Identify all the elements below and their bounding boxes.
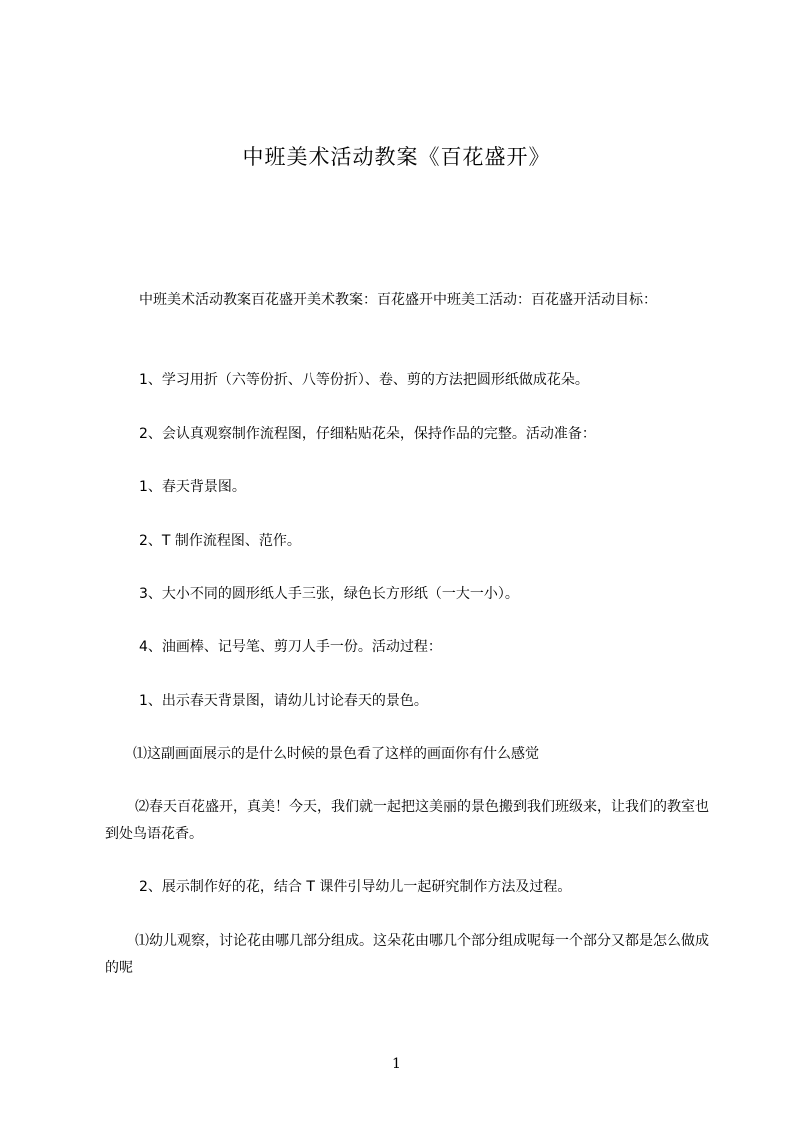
paragraph-prep-2: 2、T 制作流程图、范作。 [139, 533, 301, 549]
paragraph-prep-1: 1、春天背景图。 [139, 479, 246, 495]
paragraph-goal-2: 2、会认真观察制作流程图，仔细粘贴花朵，保持作品的完整。活动准备： [139, 426, 596, 442]
paragraph-prep-3: 3、大小不同的圆形纸人手三张，绿色长方形纸（一大一小）。 [139, 586, 519, 602]
paragraph-process-1-a: ⑴这副画面展示的是什么时候的景色看了这样的画面你有什么感觉 [133, 746, 539, 762]
paragraph-process-1: 1、出示春天背景图，请幼儿讨论春天的景色。 [139, 693, 428, 709]
paragraph-intro: 中班美术活动教案百花盛开美术教案：百花盛开中班美工活动：百花盛开活动目标： [139, 292, 657, 308]
page-number: 1 [392, 1056, 401, 1072]
paragraph-process-2-a: ⑴幼儿观察，讨论花由哪几部分组成。这朵花由哪几个部分组成呢每一个部分又都是怎么做成的呢 [105, 933, 709, 976]
paragraph-prep-4: 4、油画棒、记号笔、剪刀人手一份。活动过程： [139, 639, 442, 655]
paragraph-process-2: 2、展示制作好的花，结合 T 课件引导幼儿一起研究制作方法及过程。 [139, 879, 572, 895]
paragraph-process-1-b: ⑵春天百花盛开，真美！今天，我们就一起把这美丽的景色搬到我们班级来，让我们的教室也到处鸟语花香。 [105, 799, 709, 842]
document-title: 中班美术活动教案《百花盛开》 [242, 145, 551, 169]
paragraph-goal-1: 1、学习用折（六等份折、八等份折）、卷、剪的方法把圆形纸做成花朵。 [139, 372, 589, 388]
